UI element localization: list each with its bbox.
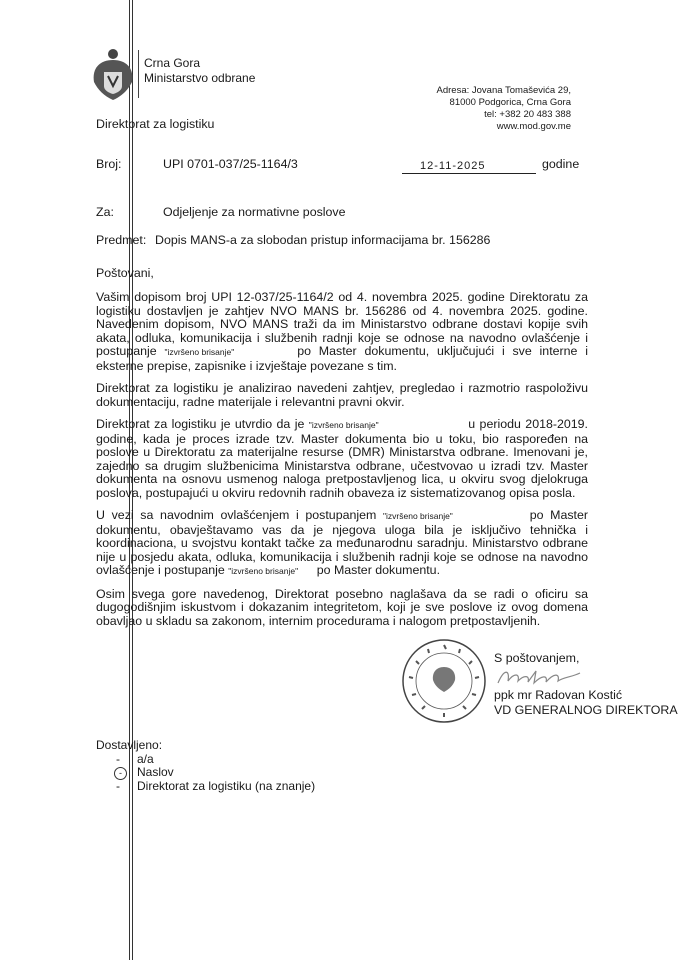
- letter-body: [96, 266, 678, 794]
- item-text: Naslov: [137, 765, 174, 779]
- bullet: -: [116, 751, 120, 766]
- text: Vašim dopisom broj UPI 12-037/25-1164/2 od 4. novembra 2025. godine Direktoratu za logistiku dostavljen je zahtjev NVO MANS br. 156286 od 4. novembra 2025. godine. Navedenim dopisom, NVO MANS traži da im Ministarstvo odbrane dostavi kopije svih akata, odluka, komunikacija i službenih radnji koje se odnose na navodno ovlašćenje i postupanje: [96, 290, 588, 358]
- header-divider: [138, 50, 139, 98]
- ministry-name: Ministarstvo odbrane: [144, 71, 256, 85]
- signature-block: [400, 637, 678, 725]
- paragraph-5: Osim svega gore navedenog, Direktorat posebno naglašava da se radi o oficiru sa dugogodišnjim iskustvom i dokazanim integritetom, koji je sve poslove iz ovog domena obavljao u skladu sa zakonom, internim procedurama i nalogom pretpostavljenih.: [96, 586, 588, 628]
- paragraph-3: [96, 418, 588, 500]
- closing: S poštovanjem,: [494, 651, 580, 665]
- za-label: Za:: [96, 205, 114, 219]
- country-name: Crna Gora: [144, 56, 201, 70]
- salutation: Poštovani,: [96, 266, 154, 280]
- predmet-label: Predmet:: [96, 233, 147, 247]
- godine-label: godine: [542, 157, 580, 171]
- redaction-note: "izvršeno brisanje": [228, 566, 299, 576]
- handwritten-signature: [494, 667, 584, 687]
- website: www.mod.gov.me: [496, 121, 571, 132]
- date-stamp: 12-11-2025: [402, 160, 536, 174]
- text: u periodu 2018-2019. godine, kada je proces izrade tzv. Master dokumenta bio u toku, bio raspoređen na poslove u Direktoratu za materijalne resurse (DMR) Ministarstva odbrane. Imenovani je, zajedno sa drugim službenicima Ministarstva odbrane, učestvovao u izradi tzv. Master dokumenta na osnovu usmenog naloga pretpostavljenog lica, u okviru svog djelokruga poslova, postupajući u okviru redovnih radnih obaveza iz sistematizovanog opisa posla.: [96, 417, 589, 500]
- signatory-name: ppk mr Radovan Kostić: [494, 688, 623, 702]
- list-item: [96, 753, 588, 767]
- paragraph-2: Direktorat za logistiku je analizirao navedeni zahtjev, pregledao i razmotrio raspoloživu dokumentaciju, radne materijale i relevantni pravni okvir.: [96, 381, 588, 409]
- phone: tel: +382 20 483 388: [484, 109, 571, 120]
- address-line: 81000 Podgorica, Crna Gora: [449, 97, 571, 108]
- broj-label: Broj:: [96, 157, 122, 171]
- bullet: -: [116, 779, 120, 793]
- distribution-label: Dostavljeno:: [96, 738, 163, 752]
- text: po Master dokumentu, obavještavamo vas da je njegova uloga bila je isključivo tehnička i koordinaciona, u svojstvu kontakt tačke za međunarodnu saradnju. Ministarstvo odbrane nije u posjedu akata, odluka, komunikacija i službenih radnji koje se odnose na navodno ovlašćenje i postupanje: [96, 508, 588, 577]
- text: po Master dokumentu, uključujući i sve interne i eksterne prepise, zapisnike i izvještaje povezane s tim.: [96, 344, 588, 373]
- official-stamp: [400, 637, 488, 725]
- list-item: [96, 766, 588, 780]
- item-text: a/a: [137, 751, 154, 766]
- redaction-note: "izvršeno brisanje": [164, 347, 235, 357]
- redaction-note: "izvršeno brisanje": [383, 511, 453, 521]
- za-value: Odjeljenje za normativne poslove: [163, 205, 346, 219]
- circled-bullet: -: [96, 766, 137, 780]
- list-item: [96, 780, 588, 794]
- address-block: [437, 85, 571, 133]
- directorate-name: Direktorat za logistiku: [96, 117, 215, 131]
- text: Direktorat za logistiku je utvrdio da je: [96, 417, 305, 431]
- paragraph-1: [96, 291, 588, 373]
- paragraph-4: [96, 509, 588, 579]
- coat-of-arms-logo: [90, 46, 136, 109]
- distribution-list: [96, 753, 588, 794]
- redaction-note: "izvršeno brisanje": [308, 420, 379, 430]
- text: U vezi sa navodnim ovlašćenjem i postupanjem: [96, 508, 377, 522]
- text: po Master dokumentu.: [316, 563, 441, 577]
- predmet-value: Dopis MANS-a za slobodan pristup informacijama br. 156286: [155, 233, 491, 247]
- item-text: Direktorat za logistiku (na znanje): [137, 779, 316, 793]
- signatory-title: VD GENERALNOG DIREKTORA: [494, 703, 678, 717]
- signature-text: [494, 637, 678, 718]
- broj-value: UPI 0701-037/25-1164/3: [163, 157, 298, 171]
- address-line: Adresa: Jovana Tomaševića 29,: [436, 85, 571, 96]
